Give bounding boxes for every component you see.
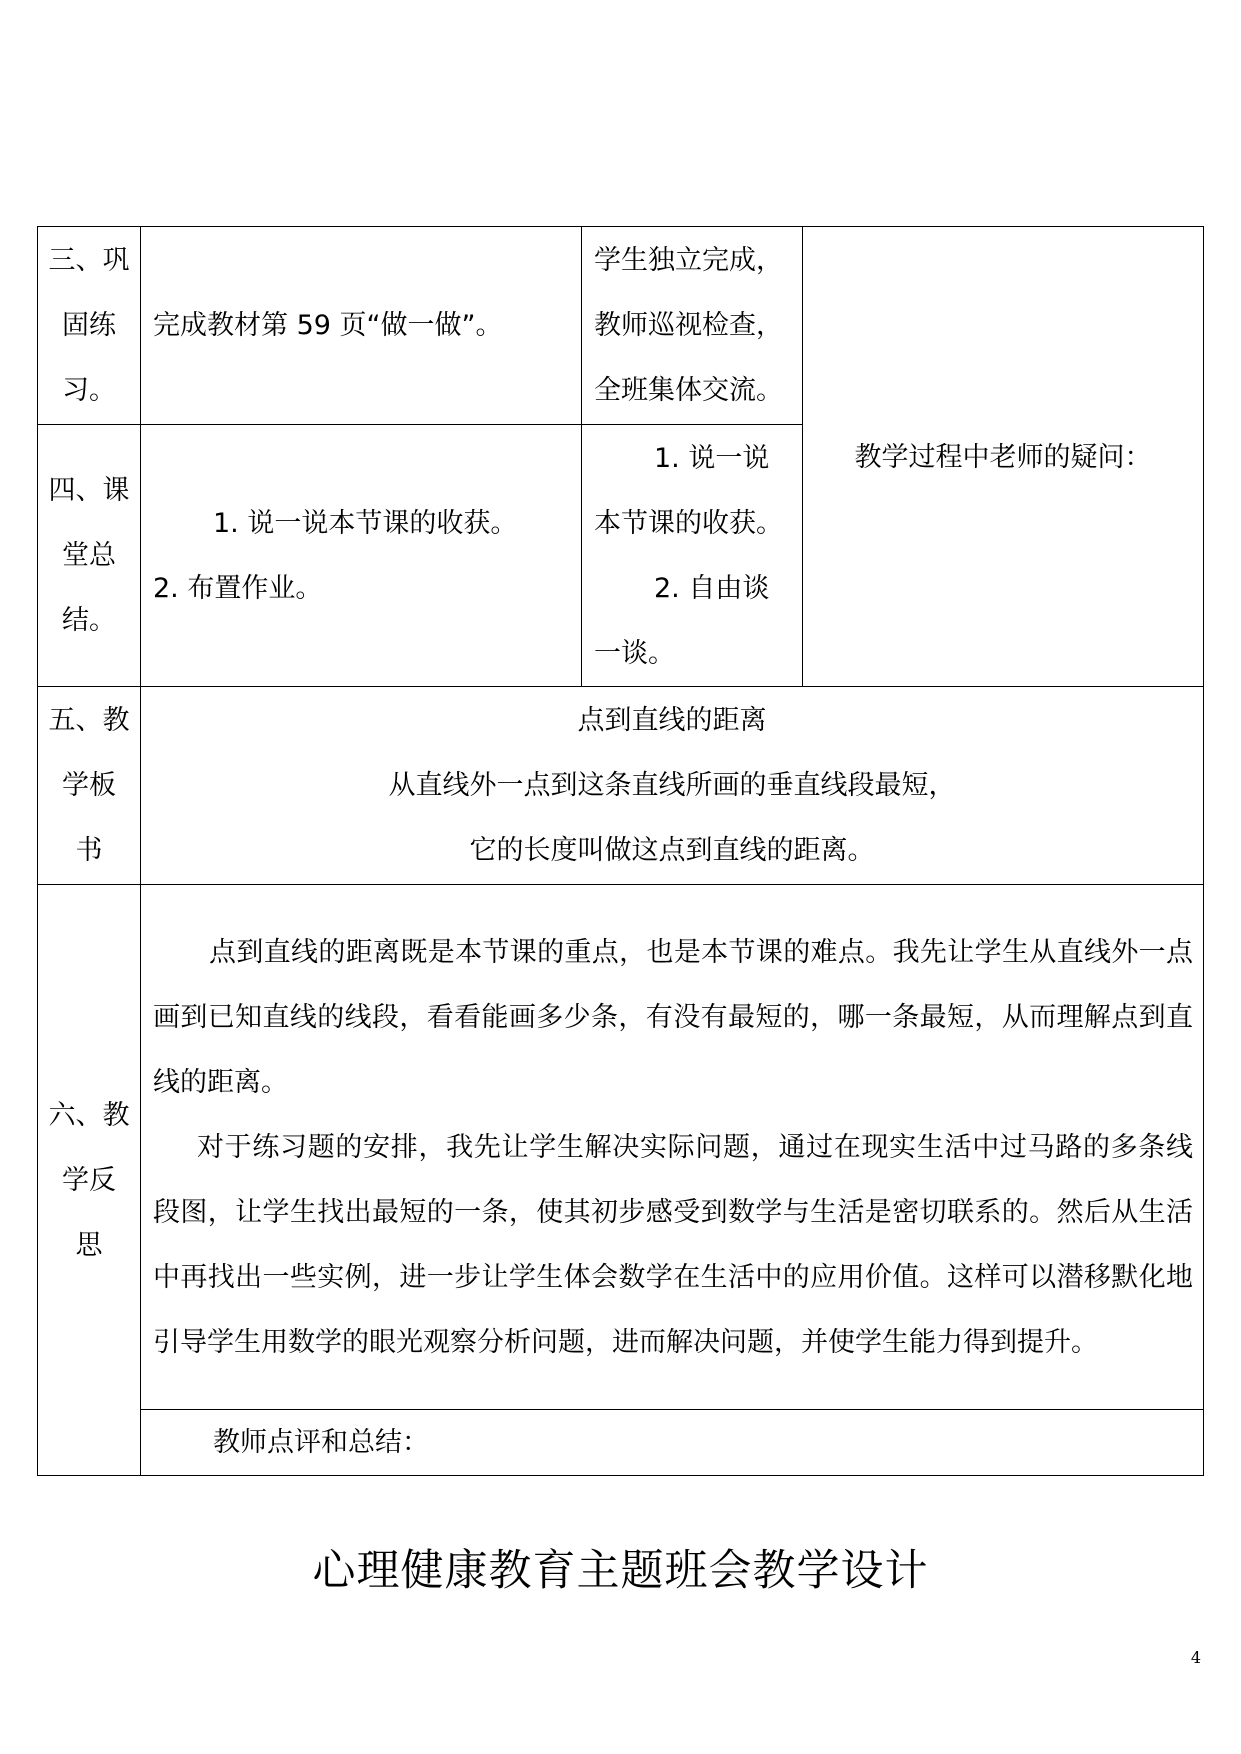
- reflection-paragraph: 对于练习题的安排，我先让学生解决实际问题，通过在现实生活中过马路的多条线段图，让学生找出最短的一条，使其初步感受到数学与生活是密切联系的。然后从生活中再找出一些实例，进一步让学生体会数学在生活中的应用价值。这样可以潜移默化地引导学生用数学的眼光观察分析问题，进而解决问题，并使学生能力得到提升。: [153, 1131, 1193, 1358]
- row-reflection: [38, 885, 1204, 1410]
- board-content: 点到直线的距离 从直线外一点到这条直线所画的垂直线段最短， 它的长度叫做这点到直线的距离。: [141, 687, 1204, 885]
- activity-summary: 1. 说一说 本节课的收获。 2. 自由谈 一谈。: [582, 425, 803, 687]
- row-consolidate: [38, 227, 1204, 425]
- activity-consolidate: 学生独立完成， 教师巡视检查， 全班集体交流。: [582, 227, 803, 425]
- reflection-content: [141, 885, 1204, 1410]
- teacher-question-label: 教学过程中老师的疑问：: [854, 442, 1152, 473]
- teacher-question-cell: [803, 227, 1204, 687]
- row-comment: [38, 1410, 1204, 1476]
- lesson-plan-table: [37, 226, 1204, 1476]
- label-board: 五、教 学板 书: [38, 687, 141, 885]
- reflection-paragraph: 点到直线的距离既是本节课的重点，也是本节课的难点。我先让学生从直线外一点画到已知直线的线段，看看能画多少条，有没有最短的，哪一条最短，从而理解点到直线的距离。: [153, 936, 1193, 1098]
- label-consolidate: 三、巩 固练 习。: [38, 227, 141, 425]
- content-consolidate: 完成教材第 59 页“做一做”。: [141, 227, 582, 425]
- content-summary: 1. 说一说本节课的收获。 2. 布置作业。: [141, 425, 582, 687]
- comment-cell: [141, 1410, 1204, 1476]
- page-number: 4: [1190, 1648, 1201, 1667]
- comment-label: 教师点评和总结：: [213, 1427, 429, 1458]
- label-reflection: 六、教 学反 思: [38, 885, 141, 1476]
- label-summary: 四、课 堂总 结。: [38, 425, 141, 687]
- row-board: [38, 687, 1204, 885]
- footer-title: 心理健康教育主题班会教学设计: [312, 1546, 929, 1596]
